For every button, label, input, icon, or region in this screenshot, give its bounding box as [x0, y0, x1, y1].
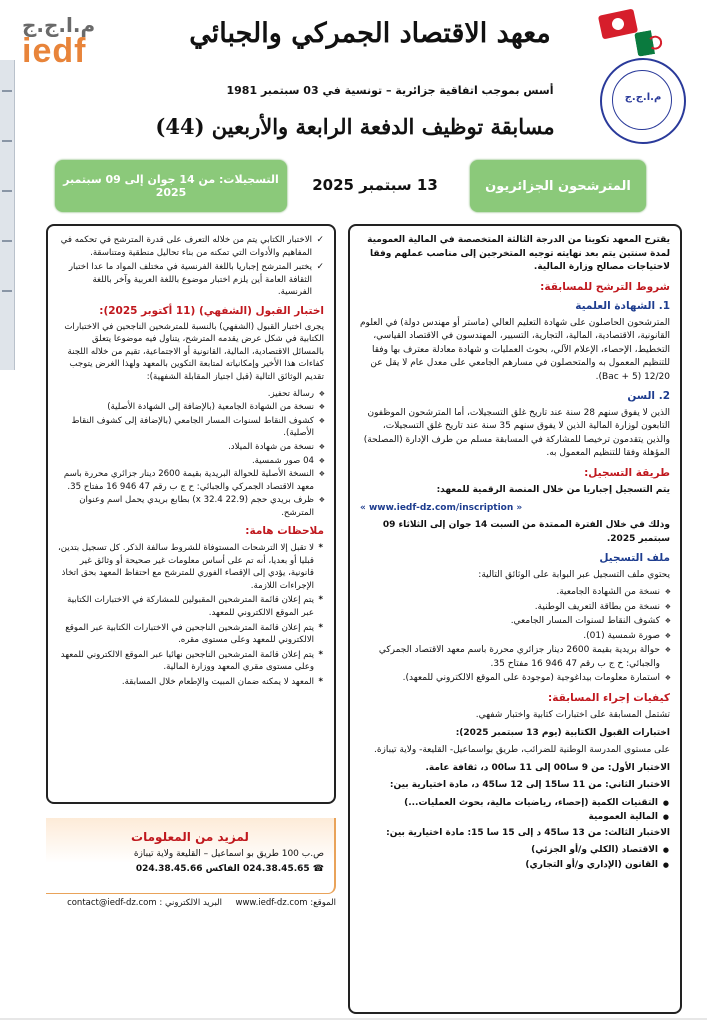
algeria-flag-icon — [634, 27, 672, 57]
strip-tick — [2, 190, 12, 192]
test-one: الاختبار الأول: من 9 سا00 إلى 11 سا00 د، ثقافة عامة. — [425, 762, 670, 773]
list-item: ❖ نسخة من الشهادة الجامعية. — [360, 586, 660, 600]
important-notes-heading: ملاحظات هامة: — [245, 525, 324, 538]
contact-line — [46, 898, 336, 908]
list-item: ❖ رسالة تحفيز. — [58, 388, 314, 401]
list-item: ✓ الاختبار الكتابي يتم من خلاله التعرف على قدرة المترشح في تحكمه في المفاهيم والأدوات التي تمكنه من بناء تحاليل منطقية ومتناسقة. — [58, 234, 312, 259]
degree-text: المترشحون الحاصلون على شهادة التعليم العالي (ماستر أو مهندس دولة) في العلوم القانونية، الاقتصادية، المالية، التجارية، التسيير، المهندسون في الاقتصاد القياسي، التخطيط، الإحصاء، الإعلام الآلي، بحوث العمليات و شهادة معادلة معترف بها وفقا للتنظيم المعمول به والمتحصلون في مسارهم الجامعي على معدل عام لا يقل عن 12/20 (Bac + 5). — [359, 317, 670, 382]
written-notes-list — [58, 234, 324, 299]
stamp-text: م.ا.ج.ج — [624, 92, 662, 103]
age-text: الذين لا يفوق سنهم 28 سنة عند تاريخ غلق التسجيلات، أما المترشحون الموظفون التابعون لوزارة المالية الذين لا يفوق سنهم 35 سنة عند تاريخ غلق التسجيلات، والذين يتقدمون ترخيصا للمشاركة في المسابقة مسلم من طرف الإدارة (المصلحة) المؤهلة وفقا للتنظيم المعمول به. — [363, 407, 670, 458]
registration-period: وذلك في خلال الفترة الممتدة من السبت 14 جوان إلى الثلاثاء 09 سبتمبر 2025. — [382, 520, 670, 544]
file-list — [360, 586, 670, 686]
official-stamp — [600, 58, 686, 144]
list-item: * يتم إعلان قائمة المترشحين الناجحين نهائيا عبر الموقع الالكتروني للمعهد وعلى مستوى مقري المعهد ووزارة المالية. — [58, 649, 314, 674]
oral-test-heading: اختبار القبول (الشفهي) (11 أكتوبر 2025): — [99, 304, 324, 317]
list-item: * يتم إعلان قائمة المترشحين المقبولين للمشاركة في الاختبارات الكتابية عبر الموقع الالكتروني للمعهد. — [58, 594, 314, 619]
registration-method-heading: طريقة التسجيل: — [584, 466, 670, 479]
test-two: الاختبار الثاني: من 11 سا15 إلى 12 سا45 د، مادة اختيارية بين: — [389, 780, 670, 790]
list-item: ✓ يختبر المترشح إجباريا باللغة الفرنسية في مختلف المواد ما عدا اختبار الثقافة العامة أين يلزم اختبار موضوع باللغة العربية وآخر باللغة الفرنسية. — [58, 261, 312, 299]
bottom-decoration — [0, 1014, 707, 1024]
tunisia-flag-icon — [598, 9, 638, 40]
list-item: * يتم إعلان قائمة المترشحين الناجحين في الاختبارات الكتابية عبر الموقع الالكتروني للمعهد وعلى مستوى مقره. — [58, 622, 314, 647]
more-info-box — [46, 818, 336, 894]
contest-title: مسابقة توظيف الدفعة الرابعة والأربعين (44) — [155, 114, 555, 139]
email-link[interactable]: البريد الالكتروني : contact@iedf-dz.com — [67, 898, 222, 908]
list-item: ● المالية العمومية — [360, 811, 658, 825]
list-item: ❖ كشوف النقاط لسنوات المسار الجامعي (بالإضافة إلى كشوف النقاط الأصلية). — [58, 415, 314, 440]
logo-latin: iedf — [22, 32, 87, 70]
list-item: ❖ استمارة معلومات بيداغوجية (موجودة على الموقع الالكتروني للمعهد). — [360, 672, 660, 686]
founding-subtitle: أسس بموجب اتفاقية جزائرية – تونسية في 03 سبتمبر 1981 — [226, 84, 554, 97]
list-item: ● التقنيات الكمية (إحصاء، رياضيات مالية، بحوث العمليات...) — [360, 797, 658, 811]
written-tests-heading: اختبارات القبول الكتابية (يوم 13 سبتمبر 2025): — [455, 727, 670, 738]
oral-documents-list — [58, 388, 324, 520]
exam-date: 13 سبتمبر 2025 — [312, 176, 438, 194]
registration-text: يتم التسجيل إجباريا من خلال المنصة الرقمية للمعهد: — [436, 485, 670, 495]
strip-tick — [2, 240, 12, 242]
scan-edge-strip — [0, 60, 15, 370]
registration-link[interactable]: « www.iedf-dz.com/inscription » — [360, 502, 523, 513]
iedf-logo — [22, 14, 102, 70]
list-item: * المعهد لا يمكنه ضمان المبيت والإطعام خلال المسابقة. — [58, 676, 314, 689]
procedure-intro: تشتمل المسابقة على اختبارات كتابية واختبار شفهي. — [475, 710, 670, 720]
strip-tick — [2, 140, 12, 142]
written-tests-place: على مستوى المدرسة الوطنية للضرائب، طريق بواسماعيل- القليعة- ولاية تيبازة. — [373, 745, 670, 755]
file-intro: يحتوي ملف التسجيل عبر البوابة على الوثائق التالية: — [478, 569, 670, 580]
flags — [596, 12, 678, 60]
list-item: ❖ صورة شمسية (01). — [360, 630, 660, 644]
degree-heading: 1. الشهادة العلمية — [575, 300, 670, 312]
list-item: * لا تقبل إلا الترشحات المستوفاة للشروط سالفة الذكر. كل تسجيل بتدين، قبليا أو بعديا، أنه تم على أساس معلومات غير صحيحة أو وثائق غير قانونية، يؤدي إلى الإقصاء الفوري للمترشح مع احتفاظ المعهد بحق اتخاذ الإجراءات اللازمة. — [58, 542, 314, 592]
list-item: ❖ نسخة من بطاقة التعريف الوطنية. — [360, 601, 660, 615]
list-item: ❖ حوالة بريدية بقيمة 2600 دينار جزائري محررة باسم معهد الاقتصاد الجمركي والجبائي: ح ج ب رقم 47 946 16 مفتاح 35. — [360, 644, 660, 671]
list-item: ❖ نسخة من شهادة الميلاد. — [58, 441, 314, 454]
test-three-options — [360, 844, 670, 872]
list-item: ❖ 04 صور شمسية. — [58, 455, 314, 468]
age-heading: 2. السن — [627, 390, 670, 402]
test-two-options — [360, 797, 670, 825]
website-link[interactable]: الموقع: www.iedf-dz.com — [235, 898, 336, 908]
strip-tick — [2, 290, 12, 292]
candidates-badge: المترشحون الجزائريون — [470, 160, 646, 212]
file-heading: ملف التسجيل — [599, 552, 670, 564]
postal-address: ص.ب 100 طريق بو اسماعيل – القليعة ولاية تيبازة — [133, 849, 324, 859]
list-item: ❖ النسخة الأصلية للحوالة البريدية بقيمة 2600 دينار جزائري محررة باسم معهد الاقتصاد الجمركي والجبائي: ح ج ب رقم 47 946 16 مفتاح 35. — [58, 468, 314, 493]
intro-text: يقترح المعهد تكوينا من الدرجة الثالثة المتخصصة في المالية العمومية لمدة سنتين يتم بعد نهايته توجيه المتخرجين إلى مناصب عملهم وفقا لاحتياجات مصالح وزارة المالية. — [367, 235, 670, 272]
list-item: ❖ ظرف بريدي حجم (22.9 x 32.4) بطابع بريدي يحمل اسم وعنوان المترشح. — [58, 494, 314, 519]
left-column — [46, 224, 336, 804]
oral-test-text: يجرى اختبار القبول (الشفهي) بالنسبة للمترشحين الناجحين في الاختبارات الكتابية في شكل عرض يقدمه المترشح، يتناول فيه موضوعا يتعلق بالمسائل الاقتصادية، المالية، القانونية أو الاجتماعية، تقيم من خلاله اللجنة كفاءات هذا الأخير وإمكانياته لمتابعة التكوين بالمعهد ولهذا الغرض يتوجب تقديم الوثائق التالية (قبل اجتياز المقابلة الشفهية): — [64, 321, 324, 382]
list-item: ❖ كشوف النقاط لسنوات المسار الجامعي. — [360, 615, 660, 629]
registration-badge: التسجيلات: من 14 جوان إلى 09 سبتمبر 2025 — [55, 160, 287, 212]
strip-tick — [2, 90, 12, 92]
institute-title: معهد الاقتصاد الجمركي والجبائي — [189, 18, 551, 49]
list-item: ● الاقتصاد (الكلي و/أو الجزئي) — [360, 844, 658, 858]
phone-fax: ☎ 024.38.45.65 الفاكس 024.38.45.66 — [135, 864, 324, 874]
list-item: ● القانون (الإداري و/أو التجاري) — [360, 859, 658, 873]
more-info-title: لمزيد من المعلومات — [131, 830, 249, 844]
list-item: ❖ نسخة من الشهادة الجامعية (بالإضافة إلى الشهادة الأصلية) — [58, 401, 314, 414]
logo-arabic: م.ا.ج.ج — [22, 13, 96, 37]
procedure-heading: كيفيات إجراء المسابقة: — [548, 691, 670, 704]
important-notes-list — [58, 542, 324, 689]
test-three: الاختبار الثالث: من 13 سا45 د إلى 15 سا 15: مادة اختيارية بين: — [386, 827, 670, 838]
conditions-heading: شروط الترشح للمسابقة: — [540, 280, 670, 293]
right-column — [348, 224, 682, 1014]
